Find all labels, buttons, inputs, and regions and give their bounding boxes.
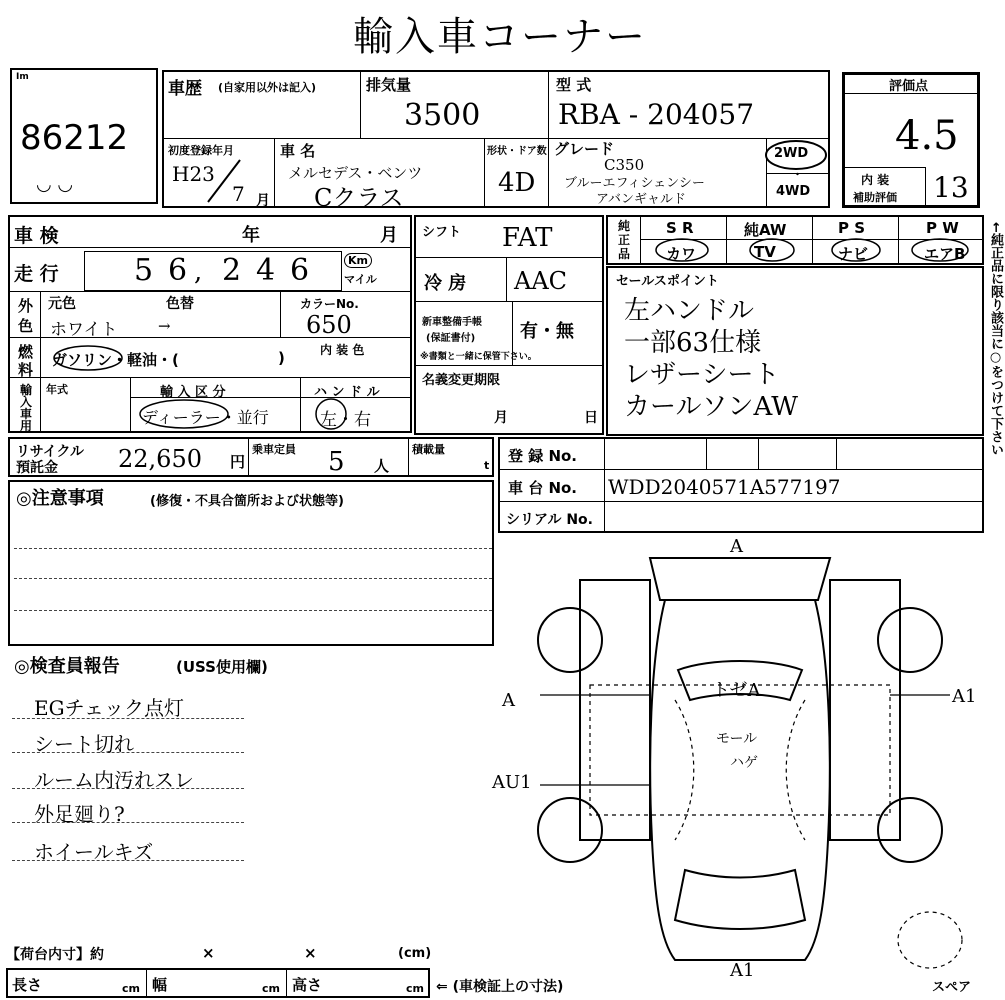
- damage-right-front: A1: [952, 686, 977, 707]
- fuel-circle: [50, 343, 126, 373]
- corner-label: Im: [16, 72, 29, 82]
- recycle-label: リサイクル: [16, 444, 85, 460]
- import-type-label: 輸 入 区 分: [160, 385, 226, 400]
- report-label: ◎検査員報告: [14, 656, 120, 677]
- sales-line: レザーシート: [624, 360, 780, 390]
- exterior-side1: 外: [18, 297, 34, 315]
- grade-label: グレード: [554, 140, 615, 158]
- sales-point-box: [606, 266, 984, 436]
- drive-2wd: 2WD: [774, 146, 809, 161]
- damage-center1: モール: [716, 731, 758, 747]
- first-reg-month: 7: [232, 182, 245, 206]
- body-label: 形状・ドア数: [487, 146, 547, 157]
- recycle-row: [8, 437, 494, 477]
- handle-label: ハ ン ド ル: [314, 385, 380, 400]
- import-side: 輸: [20, 383, 33, 397]
- grade-line2: ブルーエフィシェンシー: [564, 176, 705, 191]
- genuine-item: P S: [838, 219, 866, 237]
- genuine-side1: 純: [618, 219, 631, 233]
- displacement-value: 3500: [404, 98, 481, 133]
- interior-color-label: 内 装 色: [320, 343, 365, 357]
- report-line: EGチェック点灯: [34, 696, 184, 720]
- fuel-side1: 燃: [18, 343, 34, 361]
- cargo-cm: cm: [406, 982, 424, 995]
- spare-label: スペア: [932, 980, 972, 995]
- genuine-item: TV: [754, 243, 776, 261]
- genuine-item: ナビ: [838, 245, 869, 263]
- score-box: [842, 72, 980, 208]
- cargo-height: 高さ: [292, 976, 323, 994]
- fuel-options: ガソリン・軽油・(: [52, 351, 179, 369]
- name-change-label: 名義変更期限: [422, 373, 501, 388]
- report-line: ルーム内汚れスレ: [34, 768, 194, 792]
- interior-score: 13: [933, 171, 969, 204]
- load-unit: t: [484, 459, 490, 472]
- page-title: 輸入車コーナー: [353, 14, 647, 60]
- lot-mark: ◡ ◡: [36, 174, 74, 195]
- genuine-parts-grid: [606, 215, 984, 265]
- mileage-digit: 6: [168, 253, 188, 288]
- damage-center2: ハゲ: [730, 755, 758, 771]
- score-label: 評価点: [889, 79, 929, 94]
- manual-note: ※書類と一緒に保管下さい。: [420, 352, 537, 362]
- chassis-label: 車 台 No.: [508, 479, 578, 497]
- cargo-dimension-row: [6, 968, 430, 998]
- capacity-unit: 人: [374, 457, 390, 475]
- mileage-km: Km: [344, 253, 372, 268]
- cargo-x2: ×: [304, 944, 317, 962]
- genuine-item: P W: [926, 219, 959, 237]
- inspection-label: 車 検: [14, 225, 59, 247]
- cargo-unit: (cm): [398, 946, 432, 961]
- damage-rear: A1: [730, 960, 755, 981]
- history-label: 車歴: [168, 79, 202, 99]
- exterior-side2: 色: [18, 317, 34, 335]
- displacement-label: 排気量: [366, 76, 412, 94]
- capacity-value: 5: [328, 447, 345, 477]
- ac-label: 冷 房: [424, 273, 467, 294]
- grade-line1: C350: [604, 156, 645, 174]
- cargo-note: ⇐ (車検証上の寸法): [436, 979, 564, 995]
- lot-number: 86212: [20, 118, 129, 158]
- fuel-close: ): [278, 349, 285, 367]
- color-arrow: →: [158, 317, 171, 335]
- cargo-x1: ×: [202, 944, 215, 962]
- genuine-item: 純AW: [744, 221, 787, 239]
- car-maker: メルセデス・ベンツ: [288, 164, 423, 182]
- recycle-sublabel: 預託金: [16, 460, 58, 476]
- grade-line3: アバンギャルド: [596, 192, 686, 207]
- import-side: 車: [20, 407, 33, 421]
- sales-line: カールソンAW: [624, 392, 798, 422]
- genuine-side2: 正: [618, 233, 631, 247]
- top-info-grid: [162, 70, 830, 212]
- shift-label: シフト: [422, 225, 462, 240]
- color-change-label: 色替: [166, 296, 194, 312]
- mileage-digit: 5: [134, 253, 154, 288]
- sales-label: セールスポイント: [616, 274, 719, 289]
- report-note: (USS使用欄): [176, 658, 268, 676]
- score-value: 4.5: [895, 113, 959, 159]
- import-side: 用: [20, 419, 33, 433]
- color-no-label: カラーNo.: [300, 297, 359, 311]
- manual-label: 新車整備手帳: [422, 317, 482, 328]
- import-type-value: ディーラー・並行: [142, 408, 269, 427]
- ac-value: AAC: [514, 267, 568, 295]
- original-color-value: ホワイト: [50, 320, 118, 340]
- import-side: 入: [20, 395, 33, 409]
- cargo-width: 幅: [152, 976, 168, 994]
- mileage-digit: 6: [290, 253, 310, 288]
- dealer-circle: [136, 397, 232, 431]
- car-name-label: 車 名: [280, 142, 316, 160]
- genuine-item: エアB: [924, 245, 966, 263]
- first-reg-year: H23: [172, 162, 215, 186]
- original-color-label: 元色: [48, 296, 76, 312]
- fuel-side2: 料: [18, 361, 34, 379]
- model-type-value: RBA - 204057: [558, 98, 755, 131]
- registration-label: 登 録 No.: [508, 447, 578, 465]
- name-change-day: 日: [584, 410, 598, 426]
- genuine-side3: 品: [618, 247, 631, 261]
- cargo-cm: cm: [262, 982, 280, 995]
- recycle-value: 22,650: [118, 445, 202, 473]
- genuine-side-note: ←純正品に限り該当に○をつけて下さい: [988, 222, 1003, 456]
- manual-sublabel: (保証書付): [426, 333, 476, 344]
- handle-value: 左・右: [320, 410, 371, 430]
- genuine-item: S R: [666, 219, 694, 237]
- history-note: (自家用以外は記入): [218, 81, 317, 94]
- load-label: 積載量: [412, 443, 445, 456]
- mileage-mile: マイル: [344, 273, 377, 286]
- serial-label: シリアル No.: [506, 512, 593, 528]
- damage-left-rear: AU1: [492, 772, 532, 793]
- mileage-digit: 2: [222, 253, 242, 288]
- recycle-unit: 円: [230, 453, 246, 471]
- cargo-label: 【荷台内寸】約: [6, 947, 104, 963]
- genuine-item: カワ: [666, 245, 697, 263]
- mileage-digit: 4: [256, 253, 276, 288]
- name-change-month: 月: [494, 410, 508, 426]
- damage-roof: トゼA: [712, 680, 761, 701]
- report-line: シート切れ: [34, 732, 134, 756]
- car-model: Cクラス: [314, 184, 404, 212]
- model-type-label: 型 式: [556, 76, 592, 94]
- report-line: 外足廻り?: [34, 802, 125, 826]
- color-no-value: 650: [306, 311, 352, 339]
- capacity-label: 乗車定員: [252, 443, 296, 456]
- aux-label: 補助評価: [853, 191, 897, 204]
- damage-front: A: [730, 536, 743, 557]
- sales-line: 左ハンドル: [624, 296, 755, 326]
- first-reg-label: 初度登録年月: [168, 144, 234, 157]
- model-year-label: 年式: [46, 383, 68, 396]
- chassis-value: WDD2040571A577197: [608, 475, 841, 499]
- body-value: 4D: [498, 168, 536, 198]
- drive-sep: ・: [792, 168, 803, 181]
- lot-box: [10, 68, 158, 204]
- vehicle-detail-grid: [8, 215, 412, 433]
- caution-label: ◎注意事項: [16, 488, 104, 509]
- mileage-comma: ,: [194, 257, 203, 287]
- inspection-month-unit: 月: [380, 225, 398, 246]
- mileage-label: 走 行: [14, 263, 59, 285]
- damage-left-front: A: [502, 690, 515, 711]
- sales-line: 一部63仕様: [624, 328, 762, 358]
- registration-box: [498, 437, 984, 533]
- cargo-cm: cm: [122, 982, 140, 995]
- left-handle-circle: [312, 397, 350, 431]
- cargo-length: 長さ: [12, 976, 43, 994]
- interior-label: 内 装: [861, 173, 890, 187]
- caution-box: [8, 480, 494, 646]
- first-reg-month-unit: 月: [256, 193, 270, 209]
- caution-note: (修復・不具合箇所および状態等): [150, 494, 344, 509]
- manual-choice: 有・無: [520, 321, 574, 342]
- inspection-year-unit: 年: [242, 225, 260, 246]
- genuine-circles: [640, 237, 984, 265]
- report-line: ホイールキズ: [34, 840, 154, 864]
- shift-ac-box: [414, 215, 604, 435]
- shift-value: FAT: [502, 223, 553, 253]
- drive-4wd: 4WD: [776, 184, 811, 199]
